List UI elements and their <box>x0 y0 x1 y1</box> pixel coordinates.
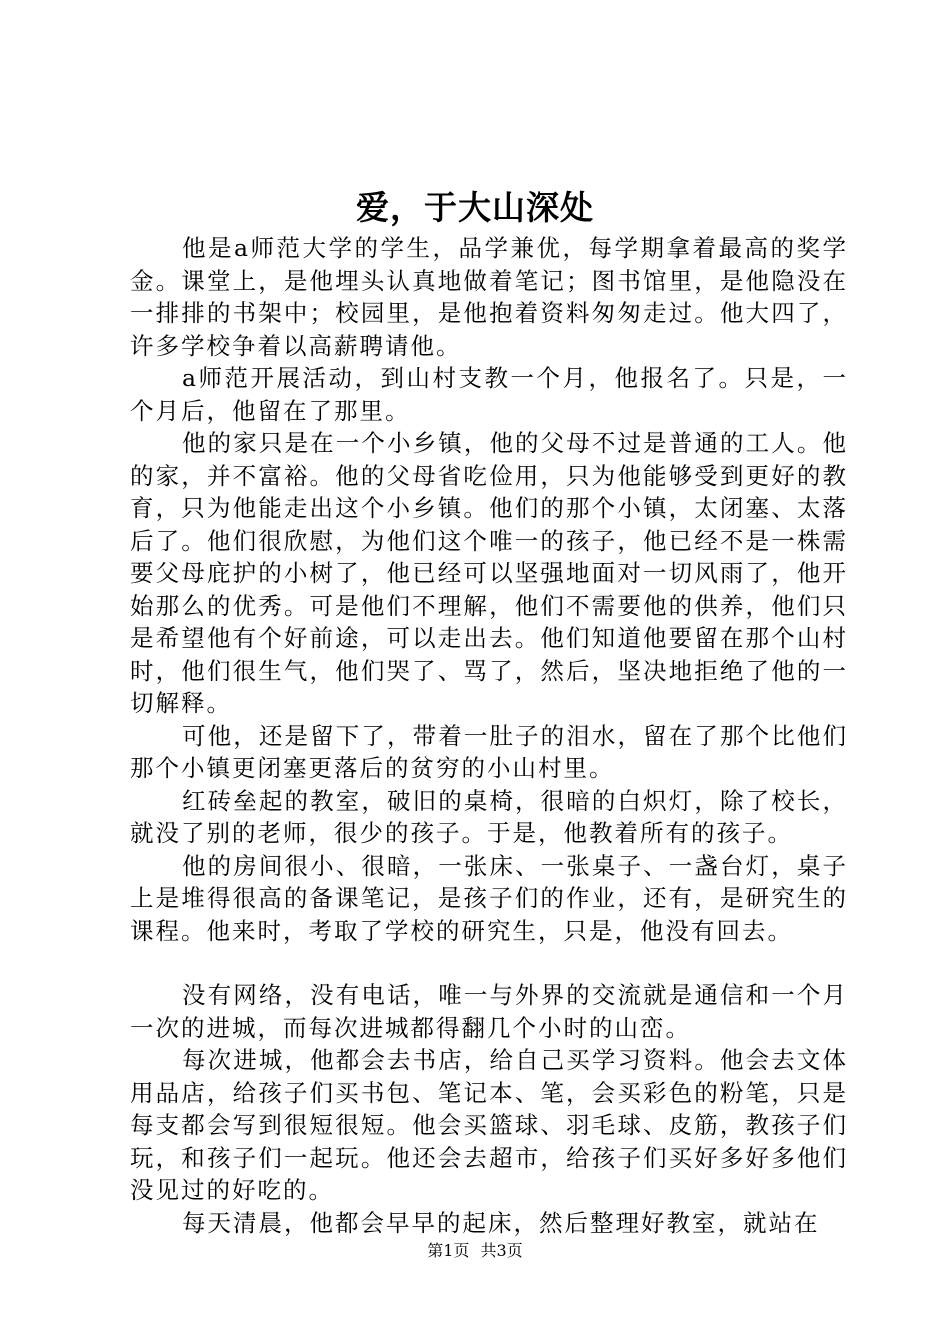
paragraph-4: 可他，还是留下了，带着一肚子的泪水，留在了那个比他们那个小镇更闭塞更落后的贫穷的小山村里。 <box>130 721 848 782</box>
document-title: 爱，于大山深处 <box>356 188 594 227</box>
page-total: 共3页 <box>480 1241 523 1260</box>
paragraph-1: 他是a师范大学的学生，品学兼优，每学期拿着最高的奖学金。课堂上，是他埋头认真地做着笔记；图书馆里，是他隐没在一排排的书架中；校园里，是他抱着资料匆匆走过。他大四了，许多学校争着以高薪聘请他。 <box>130 234 848 360</box>
paragraph-5: 红砖垒起的教室，破旧的桌椅，很暗的白炽灯，除了校长，就没了别的老师，很少的孩子。于是，他教着所有的孩子。 <box>130 786 848 847</box>
page-footer <box>0 1241 950 1261</box>
document-body <box>130 232 848 1239</box>
paragraph-2: a师范开展活动，到山村支教一个月，他报名了。只是，一个月后，他留在了那里。 <box>130 364 848 425</box>
paragraph-9: 每天清晨，他都会早早的起床，然后整理好教室，就站在 <box>182 1208 820 1237</box>
paragraph-3: 他的家只是在一个小乡镇，他的父母不过是普通的工人。他的家，并不富裕。他的父母省吃俭用，只为他能够受到更好的教育，只为他能走出这个小乡镇。他们的那个小镇，太闭塞、太落后了。他们很欣慰，为他们这个唯一的孩子，他已经不是一株需要父母庇护的小树了，他已经可以坚强地面对一切风雨了，他开始那么的优秀。可是他们不理解，他们不需要他的供养，他们只是希望他有个好前途，可以走出去。他们知道他要留在那个山村时，他们很生气，他们哭了、骂了，然后，坚决地拒绝了他的一切解释。 <box>130 429 848 717</box>
paragraph-8: 每次进城，他都会去书店，给自己买学习资料。他会去文体用品店，给孩子们买书包、笔记本、笔，会买彩色的粉笔，只是每支都会写到很短很短。他会买篮球、羽毛球、皮筋，教孩子们玩，和孩子们一起玩。他还会去超市，给孩子们买好多好多他们没见过的好吃的。 <box>130 1046 848 1204</box>
page-number: 第1页 <box>427 1241 470 1260</box>
paragraph-7: 没有网络，没有电话，唯一与外界的交流就是通信和一个月一次的进城，而每次进城都得翻几个小时的山峦。 <box>130 981 848 1042</box>
paragraph-6: 他的房间很小、很暗，一张床、一张桌子、一盏台灯，桌子上是堆得很高的备课笔记，是孩子们的作业，还有，是研究生的课程。他来时，考取了学校的研究生，只是，他没有回去。 <box>130 851 848 945</box>
